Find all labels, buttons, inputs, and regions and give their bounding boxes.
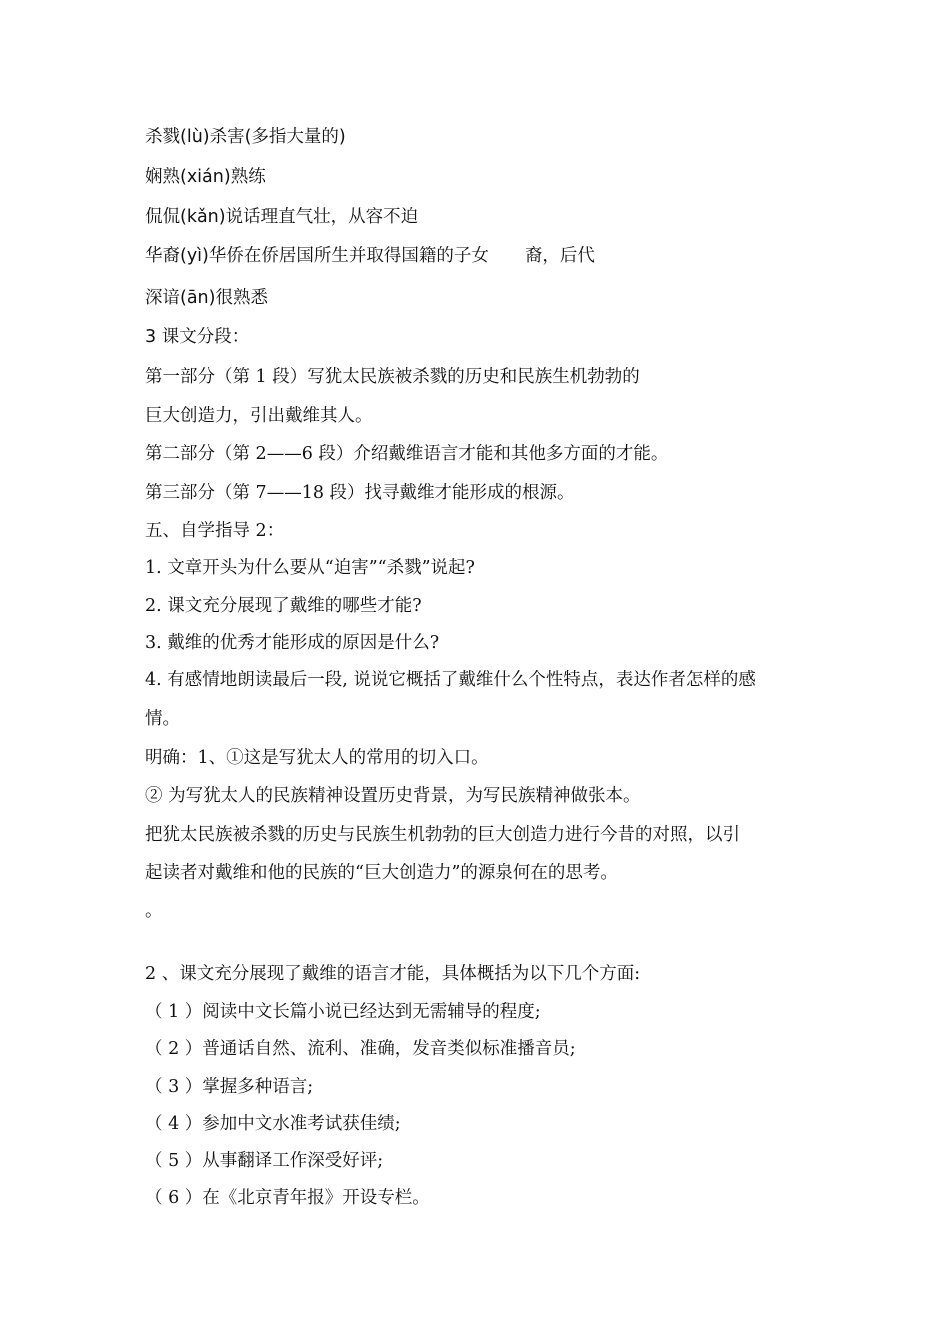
- vocab-line-5: [145, 286, 268, 310]
- answer-line-4: 起读者对戴维和他的民族的“巨大创造力”的源泉何在的思考。: [145, 863, 618, 883]
- vocab-word: 侃侃: [145, 207, 180, 227]
- answer2-item-1: （ 1 ）阅读中文长篇小说已经达到无需辅导的程度;: [145, 1002, 541, 1022]
- answer2-heading: 2 、课文充分展现了戴维的语言才能，具体概括为以下几个方面:: [145, 964, 641, 984]
- answer2-item-2: （ 2 ）普通话自然、流利、准确，发音类似标准播音员;: [145, 1039, 576, 1059]
- vocab-meaning: 说话理直气壮，从容不迫: [225, 207, 419, 227]
- vocab-pinyin: (xián): [180, 167, 231, 187]
- vocab-pinyin: (yì): [180, 246, 209, 266]
- vocab-word: 深谙: [145, 288, 180, 308]
- section3-part1-line1: 第一部分（第 1 段）写犹太民族被杀戮的历史和民族生机勃勃的: [145, 367, 640, 387]
- answer-line-2: ② 为写犹太人的民族精神设置历史背景，为写民族精神做张本。: [145, 786, 641, 806]
- vocab-line-3: [145, 205, 418, 229]
- section3-heading: 3 课文分段：: [145, 327, 250, 347]
- question-3: 3. 戴维的优秀才能形成的原因是什么?: [145, 633, 440, 653]
- answer-line-3: 把犹太民族被杀戮的历史与民族生机勃勃的巨大创造力进行今昔的对照，以引: [145, 825, 740, 845]
- section3-part3: 第三部分（第 7——18 段）找寻戴维才能形成的根源。: [145, 483, 575, 503]
- vocab-pinyin: (ān): [180, 288, 216, 308]
- vocab-line-2: [145, 165, 266, 189]
- vocab-extra: 裔，后代: [524, 246, 595, 266]
- answer2-item-5: （ 5 ）从事翻译工作深受好评;: [145, 1151, 384, 1171]
- section3-part1-line2: 巨大创造力，引出戴维其人。: [145, 406, 373, 426]
- answer2-item-3: （ 3 ）掌握多种语言;: [145, 1077, 314, 1097]
- answer-line-1: 明确：1、①这是写犹太人的常用的切入口。: [145, 748, 489, 768]
- answer2-item-4: （ 4 ）参加中文水准考试获佳绩;: [145, 1114, 401, 1134]
- vocab-word: 娴熟: [145, 167, 180, 187]
- vocab-word: 华裔: [145, 246, 180, 266]
- answer-line-5: 。: [145, 901, 163, 921]
- vocab-meaning: 很熟悉: [215, 288, 268, 308]
- vocab-meaning: 华侨在侨居国所生并取得国籍的子女: [208, 246, 489, 266]
- question-4-line1: 4. 有感情地朗读最后一段, 说说它概括了戴维什么个性特点，表达作者怎样的感: [145, 670, 756, 690]
- vocab-pinyin: (lù): [180, 127, 210, 147]
- answer2-item-6: （ 6 ）在《北京青年报》开设专栏。: [145, 1188, 430, 1208]
- vocab-line-1: [145, 125, 346, 149]
- question-4-line2: 情。: [145, 709, 180, 729]
- section5-heading: 五、自学指导 2：: [145, 521, 285, 541]
- question-1: 1. 文章开头为什么要从“迫害”“杀戮”说起?: [145, 558, 475, 578]
- vocab-meaning: 熟练: [230, 167, 266, 187]
- vocab-word: 杀戮: [145, 127, 180, 147]
- question-2: 2. 课文充分展现了戴维的哪些才能?: [145, 596, 422, 616]
- vocab-meaning: 杀害(多指大量的): [209, 127, 346, 147]
- vocab-line-4: [145, 244, 595, 268]
- vocab-pinyin: (kǎn): [180, 207, 226, 227]
- section3-part2: 第二部分（第 2——6 段）介绍戴维语言才能和其他多方面的才能。: [145, 444, 669, 464]
